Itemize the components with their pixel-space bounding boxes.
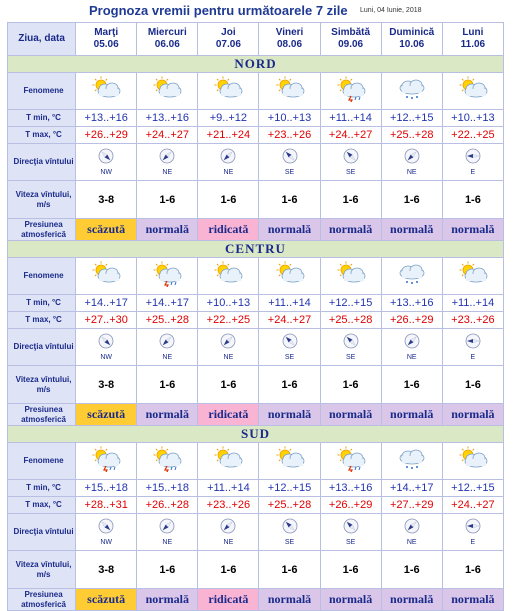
days-header-row [8,23,504,56]
pressure-value: ridicată [198,219,258,240]
wind-direction-label: NE [162,168,173,176]
tmin-value: +10..+13 [259,110,320,127]
wind-row [8,181,504,219]
wind-direction-label: NE [223,538,234,546]
day-date: 08.06 [276,39,303,50]
tmin-value: +12..+15 [442,480,503,497]
wind-speed-value: 1-6 [259,366,320,404]
tmax-value: +23..+26 [259,127,320,144]
wind-speed-value: 1-6 [381,181,442,219]
tmin-row [8,480,504,497]
tmax-label: T max, °C [8,312,76,329]
forecast-table [7,22,504,611]
partly-cloudy-icon [442,73,503,110]
directia-label: Direcţia vîntului [8,144,76,181]
wind-direction-label: NE [162,538,173,546]
wind-direction-label: NW [100,538,113,546]
partly-cloudy-icon [76,73,137,110]
wind-speed-value: 1-6 [137,551,198,589]
wind-direction-label: NE [406,353,417,361]
pressure-cell [442,219,503,241]
tmin-value: +13..+16 [381,295,442,312]
wind-direction [442,144,503,181]
pressure-cell [76,589,137,611]
region-row [8,426,504,443]
tmin-value: +12..+15 [320,295,381,312]
compass-icon [465,151,481,168]
dir-row [8,144,504,181]
wind-direction [198,329,259,366]
partly-cloudy-icon [442,258,503,295]
wind-speed-value: 1-6 [442,366,503,404]
wind-direction-label: E [470,353,476,361]
wind-direction-label: E [470,168,476,176]
wind-direction-label: NE [406,538,417,546]
tmax-value: +24..+27 [259,312,320,329]
wind-direction-label: SE [284,168,295,176]
tmin-value: +12..+15 [381,110,442,127]
partly-cloudy-storm-icon [320,73,381,110]
wind-direction-label: SE [345,353,356,361]
tmin-value: +14..+17 [381,480,442,497]
wind-speed-value: 3-8 [76,181,137,219]
fen-row [8,258,504,295]
wind-direction [442,329,503,366]
pressure-value: ridicată [198,589,258,610]
issue-date: Luni, 04 Iunie, 2018 [360,7,422,14]
pressure-cell [320,404,381,426]
tmax-value: +28..+31 [76,497,137,514]
fenomene-label: Fenomene [8,258,76,295]
viteza-label: Viteza vîntului, m/s [8,551,76,589]
partly-cloudy-icon [198,73,259,110]
compass-icon [465,521,481,538]
compass-icon [343,336,359,353]
pressure-value: normală [321,589,381,610]
day-date: 06.06 [154,39,180,50]
tmax-value: +26..+29 [381,312,442,329]
wind-speed-value: 1-6 [381,551,442,589]
tmax-value: +24..+27 [137,127,198,144]
compass-icon [343,151,359,168]
presiunea-label: Presiunea atmosferică [8,219,76,241]
wind-direction [381,329,442,366]
wind-direction-label: NE [223,353,234,361]
day-date: 05.06 [93,39,119,50]
day-date: 07.06 [215,39,241,50]
region-row [8,241,504,258]
compass-icon [465,336,481,353]
partly-cloudy-icon [259,73,320,110]
wind-direction-label: NE [162,353,173,361]
compass-icon [159,521,175,538]
region-name: NORD [8,56,504,73]
pressure-value: normală [259,219,319,240]
tmin-value: +13..+16 [137,110,198,127]
compass-icon [220,336,236,353]
wind-direction-label: SE [284,538,295,546]
compass-icon [159,151,175,168]
wind-direction [137,329,198,366]
pressure-cell [381,589,442,611]
compass-icon [404,151,420,168]
tmax-value: +24..+27 [442,497,503,514]
directia-label: Direcţia vîntului [8,514,76,551]
compass-icon [282,521,298,538]
tmin-value: +11..+14 [320,110,381,127]
day-date: 11.06 [460,39,486,50]
wind-speed-value: 1-6 [198,551,259,589]
pressure-value: normală [321,404,381,425]
page-title: Prognoza vremii pentru următoarele 7 zile [89,3,348,18]
pressure-cell [137,404,198,426]
tmin-value: +9..+12 [198,110,259,127]
compass-icon [159,336,175,353]
partly-cloudy-icon [259,258,320,295]
wind-speed-value: 1-6 [381,366,442,404]
tmin-value: +15..+18 [76,480,137,497]
tmax-value: +25..+28 [259,497,320,514]
pressure-cell [198,589,259,611]
wind-direction [137,144,198,181]
tmax-value: +25..+28 [137,312,198,329]
pressure-value: scăzută [76,219,136,240]
pressure-cell [320,589,381,611]
pressure-cell [442,589,503,611]
wind-speed-value: 1-6 [198,366,259,404]
tmin-label: T min, °C [8,110,76,127]
pressure-cell [320,219,381,241]
wind-speed-value: 1-6 [137,181,198,219]
region-name: SUD [8,426,504,443]
pressure-value: normală [382,219,442,240]
tmin-value: +10..+13 [442,110,503,127]
tmin-label: T min, °C [8,295,76,312]
presiunea-label: Presiunea atmosferică [8,589,76,611]
day-name: Duminică [389,27,435,38]
pressure-value: normală [137,404,197,425]
region-row [8,56,504,73]
day-header [259,23,320,56]
tmax-row [8,127,504,144]
day-name: Luni [462,27,484,38]
tmax-value: +27..+30 [76,312,137,329]
pressure-cell [259,219,320,241]
tmax-value: +24..+27 [320,127,381,144]
wind-direction [320,329,381,366]
tmin-row [8,110,504,127]
compass-icon [98,151,114,168]
compass-icon [98,336,114,353]
cloud-drizzle-icon [381,73,442,110]
tmax-value: +23..+26 [198,497,259,514]
tmin-value: +15..+18 [137,480,198,497]
tmin-value: +11..+14 [259,295,320,312]
pressure-cell [76,219,137,241]
tmin-row [8,295,504,312]
pressure-cell [259,404,320,426]
tmax-value: +26..+29 [320,497,381,514]
wind-speed-value: 1-6 [320,551,381,589]
wind-speed-value: 1-6 [442,551,503,589]
tmin-value: +14..+17 [76,295,137,312]
tmax-row [8,497,504,514]
compass-icon [220,521,236,538]
partly-cloudy-storm-icon [137,443,198,480]
pressure-value: scăzută [76,404,136,425]
day-header [137,23,198,56]
day-name: Marţi [94,27,119,38]
day-name: Simbătă [331,27,371,38]
wind-direction [381,514,442,551]
wind-direction [198,144,259,181]
compass-icon [404,336,420,353]
wind-direction [442,514,503,551]
wind-speed-value: 1-6 [198,181,259,219]
day-header [76,23,137,56]
tmin-label: T min, °C [8,480,76,497]
partly-cloudy-icon [76,258,137,295]
wind-speed-value: 1-6 [259,181,320,219]
tmax-value: +21..+24 [198,127,259,144]
tmax-value: +22..+25 [198,312,259,329]
wind-speed-value: 1-6 [137,366,198,404]
pressure-cell [198,219,259,241]
wind-direction [381,144,442,181]
dir-row [8,329,504,366]
tmin-value: +11..+14 [198,480,259,497]
wind-direction-label: NE [406,168,417,176]
day-date: 09.06 [338,39,364,50]
wind-direction-label: NW [100,353,113,361]
pressure-value: ridicată [198,404,258,425]
partly-cloudy-storm-icon [137,258,198,295]
tmin-value: +13..+16 [76,110,137,127]
pressure-value: normală [321,219,381,240]
pressure-value: normală [443,589,503,610]
wind-direction-label: E [470,538,476,546]
tmax-value: +25..+28 [320,312,381,329]
fen-row [8,443,504,480]
pressure-value: normală [443,404,503,425]
press-row [8,219,504,241]
wind-direction [76,514,137,551]
wind-row [8,551,504,589]
tmin-value: +10..+13 [198,295,259,312]
compass-icon [282,151,298,168]
pressure-value: normală [259,404,319,425]
pressure-cell [381,404,442,426]
tmax-value: +27..+29 [381,497,442,514]
wind-direction-label: SE [345,168,356,176]
day-header [198,23,259,56]
pressure-value: normală [382,404,442,425]
viteza-label: Viteza vîntului, m/s [8,366,76,404]
dir-row [8,514,504,551]
wind-direction [259,144,320,181]
partly-cloudy-icon [137,73,198,110]
tmax-row [8,312,504,329]
tmax-value: +22..+25 [442,127,503,144]
compass-icon [343,521,359,538]
pressure-cell [259,589,320,611]
pressure-cell [198,404,259,426]
wind-direction-label: SE [284,353,295,361]
wind-direction-label: SE [345,538,356,546]
wind-direction [137,514,198,551]
tmax-value: +23..+26 [442,312,503,329]
cloud-drizzle-icon [381,258,442,295]
day-name: Vineri [275,27,304,38]
partly-cloudy-icon [259,443,320,480]
tmin-value: +14..+17 [137,295,198,312]
pressure-value: normală [382,589,442,610]
press-row [8,589,504,611]
day-header [320,23,381,56]
tmax-value: +26..+28 [137,497,198,514]
day-header [381,23,442,56]
pressure-cell [381,219,442,241]
pressure-value: normală [259,589,319,610]
tmin-value: +11..+14 [442,295,503,312]
wind-speed-value: 1-6 [259,551,320,589]
partly-cloudy-icon [198,258,259,295]
wind-speed-value: 1-6 [320,366,381,404]
fenomene-label: Fenomene [8,73,76,110]
column-label: Ziua, data [8,23,76,56]
compass-icon [98,521,114,538]
directia-label: Direcţia vîntului [8,329,76,366]
wind-direction [320,144,381,181]
wind-speed-value: 1-6 [442,181,503,219]
tmin-value: +12..+15 [259,480,320,497]
pressure-cell [76,404,137,426]
page-header [0,0,515,22]
day-header [442,23,503,56]
tmax-label: T max, °C [8,497,76,514]
wind-row [8,366,504,404]
partly-cloudy-icon [320,258,381,295]
partly-cloudy-icon [442,443,503,480]
wind-speed-value: 1-6 [320,181,381,219]
compass-icon [282,336,298,353]
day-date: 10.06 [399,39,425,50]
wind-direction [76,329,137,366]
press-row [8,404,504,426]
fenomene-label: Fenomene [8,443,76,480]
pressure-value: scăzută [76,589,136,610]
partly-cloudy-storm-icon [320,443,381,480]
compass-icon [404,521,420,538]
presiunea-label: Presiunea atmosferică [8,404,76,426]
tmin-value: +13..+16 [320,480,381,497]
pressure-cell [442,404,503,426]
tmax-value: +26..+29 [76,127,137,144]
wind-direction [76,144,137,181]
partly-cloudy-icon [198,443,259,480]
pressure-cell [137,219,198,241]
cloud-drizzle-icon [381,443,442,480]
viteza-label: Viteza vîntului, m/s [8,181,76,219]
pressure-value: normală [443,219,503,240]
wind-direction-label: NW [100,168,113,176]
partly-cloudy-storm-icon [76,443,137,480]
region-name: CENTRU [8,241,504,258]
wind-direction [259,329,320,366]
day-name: Miercuri [147,27,187,38]
wind-direction-label: NE [223,168,234,176]
pressure-value: normală [137,589,197,610]
day-name: Joi [221,27,236,38]
wind-speed-value: 3-8 [76,366,137,404]
pressure-cell [137,589,198,611]
pressure-value: normală [137,219,197,240]
tmax-label: T max, °C [8,127,76,144]
wind-direction [259,514,320,551]
wind-direction [198,514,259,551]
wind-direction [320,514,381,551]
fen-row [8,73,504,110]
wind-speed-value: 3-8 [76,551,137,589]
compass-icon [220,151,236,168]
tmax-value: +25..+28 [381,127,442,144]
